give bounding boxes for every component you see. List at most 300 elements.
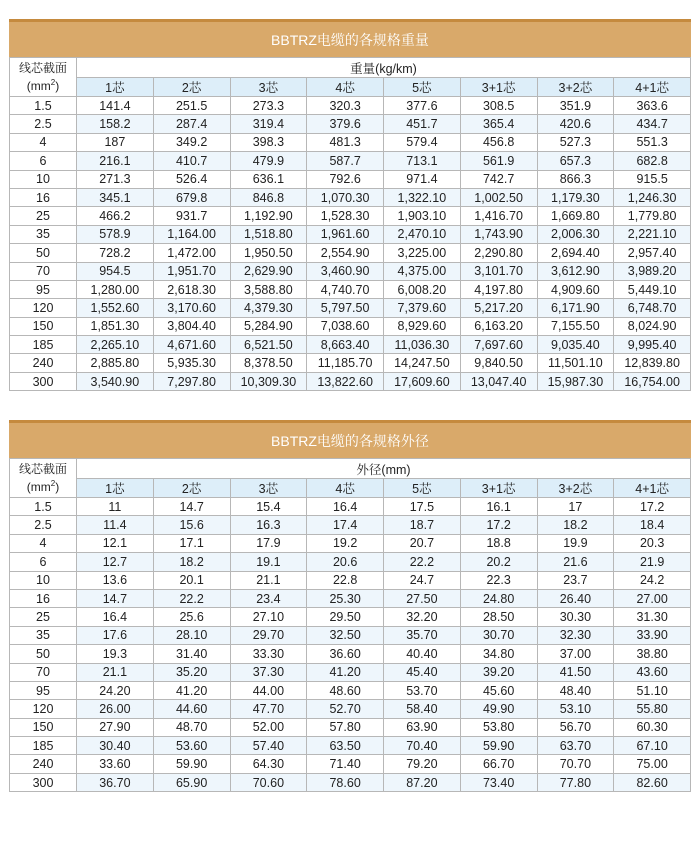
value-cell: 21.6 bbox=[537, 553, 614, 571]
value-cell: 52.00 bbox=[230, 718, 307, 736]
weight-table-body bbox=[10, 97, 691, 391]
value-cell: 14.7 bbox=[77, 589, 154, 607]
value-cell: 20.7 bbox=[384, 534, 461, 552]
value-cell: 19.2 bbox=[307, 534, 384, 552]
column-header: 4+1芯 bbox=[614, 479, 691, 498]
value-cell: 20.6 bbox=[307, 553, 384, 571]
weight-column-headers bbox=[10, 78, 691, 97]
value-cell: 8,663.40 bbox=[307, 336, 384, 354]
table-row bbox=[10, 516, 691, 534]
spec-cell: 2.5 bbox=[10, 115, 77, 133]
value-cell: 21.9 bbox=[614, 553, 691, 571]
value-cell: 5,449.10 bbox=[614, 280, 691, 298]
value-cell: 14,247.50 bbox=[384, 354, 461, 372]
value-cell: 1,472.00 bbox=[153, 244, 230, 262]
value-cell: 6,171.90 bbox=[537, 299, 614, 317]
spec-cell: 185 bbox=[10, 737, 77, 755]
value-cell: 17.1 bbox=[153, 534, 230, 552]
spec-cell: 50 bbox=[10, 645, 77, 663]
value-cell: 31.40 bbox=[153, 645, 230, 663]
value-cell: 13.6 bbox=[77, 571, 154, 589]
value-cell: 32.20 bbox=[384, 608, 461, 626]
value-cell: 40.40 bbox=[384, 645, 461, 663]
value-cell: 71.40 bbox=[307, 755, 384, 773]
value-cell: 52.70 bbox=[307, 700, 384, 718]
value-cell: 22.8 bbox=[307, 571, 384, 589]
value-cell: 58.40 bbox=[384, 700, 461, 718]
spec-cell: 4 bbox=[10, 133, 77, 151]
value-cell: 11,036.30 bbox=[384, 336, 461, 354]
table-row bbox=[10, 372, 691, 390]
spec-cell: 240 bbox=[10, 354, 77, 372]
value-cell: 30.70 bbox=[460, 626, 537, 644]
value-cell: 2,265.10 bbox=[77, 336, 154, 354]
table-row bbox=[10, 626, 691, 644]
table-row bbox=[10, 737, 691, 755]
value-cell: 5,797.50 bbox=[307, 299, 384, 317]
value-cell: 17.2 bbox=[460, 516, 537, 534]
table-row bbox=[10, 571, 691, 589]
value-cell: 4,740.70 bbox=[307, 280, 384, 298]
spec-cell: 1.5 bbox=[10, 498, 77, 516]
value-cell: 11.4 bbox=[77, 516, 154, 534]
value-cell: 2,885.80 bbox=[77, 354, 154, 372]
value-cell: 64.30 bbox=[230, 755, 307, 773]
spec-cell: 95 bbox=[10, 280, 77, 298]
value-cell: 578.9 bbox=[77, 225, 154, 243]
value-cell: 2,957.40 bbox=[614, 244, 691, 262]
value-cell: 59.90 bbox=[460, 737, 537, 755]
value-cell: 15.6 bbox=[153, 516, 230, 534]
spec-cell: 16 bbox=[10, 188, 77, 206]
value-cell: 48.40 bbox=[537, 681, 614, 699]
table-row bbox=[10, 681, 691, 699]
value-cell: 1,851.30 bbox=[77, 317, 154, 335]
value-cell: 466.2 bbox=[77, 207, 154, 225]
value-cell: 33.30 bbox=[230, 645, 307, 663]
value-cell: 216.1 bbox=[77, 152, 154, 170]
value-cell: 551.3 bbox=[614, 133, 691, 151]
diameter-table bbox=[9, 458, 691, 792]
value-cell: 16.4 bbox=[307, 498, 384, 516]
value-cell: 2,290.80 bbox=[460, 244, 537, 262]
value-cell: 73.40 bbox=[460, 773, 537, 791]
value-cell: 187 bbox=[77, 133, 154, 151]
spec-cell: 300 bbox=[10, 372, 77, 390]
value-cell: 1,779.80 bbox=[614, 207, 691, 225]
spec-cell: 10 bbox=[10, 571, 77, 589]
value-cell: 57.40 bbox=[230, 737, 307, 755]
column-header: 4芯 bbox=[307, 78, 384, 97]
weight-group-header: 重量(kg/km) bbox=[77, 58, 691, 78]
value-cell: 18.2 bbox=[153, 553, 230, 571]
spec-cell: 150 bbox=[10, 317, 77, 335]
value-cell: 48.70 bbox=[153, 718, 230, 736]
column-header: 2芯 bbox=[153, 78, 230, 97]
value-cell: 6,521.50 bbox=[230, 336, 307, 354]
diameter-column-headers bbox=[10, 479, 691, 498]
value-cell: 728.2 bbox=[77, 244, 154, 262]
column-header: 1芯 bbox=[77, 78, 154, 97]
value-cell: 1,164.00 bbox=[153, 225, 230, 243]
value-cell: 12,839.80 bbox=[614, 354, 691, 372]
value-cell: 45.40 bbox=[384, 663, 461, 681]
value-cell: 37.00 bbox=[537, 645, 614, 663]
value-cell: 19.3 bbox=[77, 645, 154, 663]
table-row bbox=[10, 97, 691, 115]
table-row bbox=[10, 755, 691, 773]
value-cell: 24.2 bbox=[614, 571, 691, 589]
spec-cell: 25 bbox=[10, 207, 77, 225]
value-cell: 1,192.90 bbox=[230, 207, 307, 225]
value-cell: 19.9 bbox=[537, 534, 614, 552]
value-cell: 18.4 bbox=[614, 516, 691, 534]
value-cell: 6,163.20 bbox=[460, 317, 537, 335]
value-cell: 14.7 bbox=[153, 498, 230, 516]
value-cell: 7,155.50 bbox=[537, 317, 614, 335]
value-cell: 1,416.70 bbox=[460, 207, 537, 225]
value-cell: 8,378.50 bbox=[230, 354, 307, 372]
value-cell: 63.90 bbox=[384, 718, 461, 736]
spec-unit: $(mm^2)$ bbox=[26, 78, 60, 93]
value-cell: 526.4 bbox=[153, 170, 230, 188]
value-cell: 53.80 bbox=[460, 718, 537, 736]
spec-cell: 120 bbox=[10, 700, 77, 718]
value-cell: 35.20 bbox=[153, 663, 230, 681]
value-cell: 9,840.50 bbox=[460, 354, 537, 372]
table-row bbox=[10, 152, 691, 170]
spec-cell: 95 bbox=[10, 681, 77, 699]
value-cell: 8,929.60 bbox=[384, 317, 461, 335]
spec-cell: 4 bbox=[10, 534, 77, 552]
value-cell: 16.1 bbox=[460, 498, 537, 516]
value-cell: 16.4 bbox=[77, 608, 154, 626]
value-cell: 26.00 bbox=[77, 700, 154, 718]
table-row bbox=[10, 207, 691, 225]
value-cell: 4,379.30 bbox=[230, 299, 307, 317]
table-row bbox=[10, 534, 691, 552]
value-cell: 45.60 bbox=[460, 681, 537, 699]
value-cell: 481.3 bbox=[307, 133, 384, 151]
value-cell: 456.8 bbox=[460, 133, 537, 151]
value-cell: 3,540.90 bbox=[77, 372, 154, 390]
value-cell: 39.20 bbox=[460, 663, 537, 681]
value-cell: 56.70 bbox=[537, 718, 614, 736]
value-cell: 846.8 bbox=[230, 188, 307, 206]
value-cell: 70.60 bbox=[230, 773, 307, 791]
value-cell: 5,284.90 bbox=[230, 317, 307, 335]
value-cell: 33.90 bbox=[614, 626, 691, 644]
table-row bbox=[10, 115, 691, 133]
value-cell: 53.60 bbox=[153, 737, 230, 755]
spec-header bbox=[10, 58, 77, 97]
value-cell: 44.60 bbox=[153, 700, 230, 718]
value-cell: 345.1 bbox=[77, 188, 154, 206]
value-cell: 931.7 bbox=[153, 207, 230, 225]
value-cell: 36.70 bbox=[77, 773, 154, 791]
spec-cell: 1.5 bbox=[10, 97, 77, 115]
value-cell: 1,179.30 bbox=[537, 188, 614, 206]
value-cell: 3,460.90 bbox=[307, 262, 384, 280]
value-cell: 27.00 bbox=[614, 589, 691, 607]
spec-cell: 240 bbox=[10, 755, 77, 773]
value-cell: 9,035.40 bbox=[537, 336, 614, 354]
value-cell: 13,047.40 bbox=[460, 372, 537, 390]
table-row bbox=[10, 225, 691, 243]
value-cell: 87.20 bbox=[384, 773, 461, 791]
value-cell: 3,225.00 bbox=[384, 244, 461, 262]
value-cell: 1,743.90 bbox=[460, 225, 537, 243]
value-cell: 308.5 bbox=[460, 97, 537, 115]
table-row bbox=[10, 133, 691, 151]
value-cell: 17.9 bbox=[230, 534, 307, 552]
value-cell: 21.1 bbox=[77, 663, 154, 681]
value-cell: 561.9 bbox=[460, 152, 537, 170]
value-cell: 3,804.40 bbox=[153, 317, 230, 335]
value-cell: 60.30 bbox=[614, 718, 691, 736]
weight-table-block bbox=[9, 19, 691, 391]
table-row bbox=[10, 336, 691, 354]
value-cell: 20.1 bbox=[153, 571, 230, 589]
value-cell: 66.70 bbox=[460, 755, 537, 773]
value-cell: 48.60 bbox=[307, 681, 384, 699]
value-cell: 26.40 bbox=[537, 589, 614, 607]
value-cell: 38.80 bbox=[614, 645, 691, 663]
value-cell: 41.20 bbox=[153, 681, 230, 699]
value-cell: 3,989.20 bbox=[614, 262, 691, 280]
column-header: 5芯 bbox=[384, 78, 461, 97]
table-row bbox=[10, 170, 691, 188]
value-cell: 3,588.80 bbox=[230, 280, 307, 298]
value-cell: 682.8 bbox=[614, 152, 691, 170]
value-cell: 915.5 bbox=[614, 170, 691, 188]
spec-unit: $(mm^2)$ bbox=[26, 479, 60, 494]
value-cell: 41.20 bbox=[307, 663, 384, 681]
value-cell: 1,961.60 bbox=[307, 225, 384, 243]
value-cell: 2,618.30 bbox=[153, 280, 230, 298]
value-cell: 1,002.50 bbox=[460, 188, 537, 206]
value-cell: 679.8 bbox=[153, 188, 230, 206]
value-cell: 23.7 bbox=[537, 571, 614, 589]
spec-cell: 70 bbox=[10, 663, 77, 681]
value-cell: 2,554.90 bbox=[307, 244, 384, 262]
spec-cell: 10 bbox=[10, 170, 77, 188]
column-header: 3+1芯 bbox=[460, 78, 537, 97]
value-cell: 4,909.60 bbox=[537, 280, 614, 298]
column-header: 3+2芯 bbox=[537, 78, 614, 97]
value-cell: 3,170.60 bbox=[153, 299, 230, 317]
value-cell: 34.80 bbox=[460, 645, 537, 663]
value-cell: 24.7 bbox=[384, 571, 461, 589]
value-cell: 23.4 bbox=[230, 589, 307, 607]
table-row bbox=[10, 589, 691, 607]
value-cell: 63.70 bbox=[537, 737, 614, 755]
value-cell: 25.6 bbox=[153, 608, 230, 626]
value-cell: 27.50 bbox=[384, 589, 461, 607]
value-cell: 31.30 bbox=[614, 608, 691, 626]
value-cell: 3,101.70 bbox=[460, 262, 537, 280]
value-cell: 657.3 bbox=[537, 152, 614, 170]
spec-cell: 185 bbox=[10, 336, 77, 354]
spec-cell: 50 bbox=[10, 244, 77, 262]
value-cell: 63.50 bbox=[307, 737, 384, 755]
value-cell: 29.50 bbox=[307, 608, 384, 626]
value-cell: 18.2 bbox=[537, 516, 614, 534]
value-cell: 579.4 bbox=[384, 133, 461, 151]
value-cell: 77.80 bbox=[537, 773, 614, 791]
value-cell: 287.4 bbox=[153, 115, 230, 133]
value-cell: 32.50 bbox=[307, 626, 384, 644]
value-cell: 479.9 bbox=[230, 152, 307, 170]
table-row bbox=[10, 700, 691, 718]
value-cell: 11 bbox=[77, 498, 154, 516]
value-cell: 25.30 bbox=[307, 589, 384, 607]
column-header: 2芯 bbox=[153, 479, 230, 498]
value-cell: 527.3 bbox=[537, 133, 614, 151]
value-cell: 11,501.10 bbox=[537, 354, 614, 372]
value-cell: 158.2 bbox=[77, 115, 154, 133]
value-cell: 27.90 bbox=[77, 718, 154, 736]
table-row bbox=[10, 645, 691, 663]
column-header: 5芯 bbox=[384, 479, 461, 498]
value-cell: 271.3 bbox=[77, 170, 154, 188]
weight-table bbox=[9, 57, 691, 391]
value-cell: 363.6 bbox=[614, 97, 691, 115]
value-cell: 51.10 bbox=[614, 681, 691, 699]
value-cell: 13,822.60 bbox=[307, 372, 384, 390]
value-cell: 5,217.20 bbox=[460, 299, 537, 317]
value-cell: 17.2 bbox=[614, 498, 691, 516]
spec-cell: 300 bbox=[10, 773, 77, 791]
value-cell: 19.1 bbox=[230, 553, 307, 571]
value-cell: 53.10 bbox=[537, 700, 614, 718]
value-cell: 1,322.10 bbox=[384, 188, 461, 206]
value-cell: 2,006.30 bbox=[537, 225, 614, 243]
value-cell: 434.7 bbox=[614, 115, 691, 133]
value-cell: 6,008.20 bbox=[384, 280, 461, 298]
value-cell: 22.2 bbox=[384, 553, 461, 571]
value-cell: 7,297.80 bbox=[153, 372, 230, 390]
value-cell: 365.4 bbox=[460, 115, 537, 133]
value-cell: 954.5 bbox=[77, 262, 154, 280]
value-cell: 37.30 bbox=[230, 663, 307, 681]
value-cell: 451.7 bbox=[384, 115, 461, 133]
value-cell: 12.1 bbox=[77, 534, 154, 552]
value-cell: 1,552.60 bbox=[77, 299, 154, 317]
table-row bbox=[10, 244, 691, 262]
value-cell: 24.80 bbox=[460, 589, 537, 607]
table-row bbox=[10, 553, 691, 571]
diameter-table-block bbox=[9, 420, 691, 792]
value-cell: 379.6 bbox=[307, 115, 384, 133]
spec-cell: 25 bbox=[10, 608, 77, 626]
value-cell: 18.8 bbox=[460, 534, 537, 552]
value-cell: 2,470.10 bbox=[384, 225, 461, 243]
spec-cell: 120 bbox=[10, 299, 77, 317]
value-cell: 4,375.00 bbox=[384, 262, 461, 280]
column-header: 1芯 bbox=[77, 479, 154, 498]
value-cell: 29.70 bbox=[230, 626, 307, 644]
value-cell: 1,280.00 bbox=[77, 280, 154, 298]
spec-cell: 6 bbox=[10, 152, 77, 170]
column-header: 3芯 bbox=[230, 479, 307, 498]
value-cell: 55.80 bbox=[614, 700, 691, 718]
value-cell: 2,629.90 bbox=[230, 262, 307, 280]
value-cell: 67.10 bbox=[614, 737, 691, 755]
value-cell: 377.6 bbox=[384, 97, 461, 115]
value-cell: 8,024.90 bbox=[614, 317, 691, 335]
value-cell: 30.40 bbox=[77, 737, 154, 755]
value-cell: 5,935.30 bbox=[153, 354, 230, 372]
table-row bbox=[10, 317, 691, 335]
value-cell: 349.2 bbox=[153, 133, 230, 151]
value-cell: 75.00 bbox=[614, 755, 691, 773]
value-cell: 65.90 bbox=[153, 773, 230, 791]
value-cell: 742.7 bbox=[460, 170, 537, 188]
value-cell: 1,951.70 bbox=[153, 262, 230, 280]
column-header: 3+2芯 bbox=[537, 479, 614, 498]
table-row bbox=[10, 608, 691, 626]
value-cell: 1,070.30 bbox=[307, 188, 384, 206]
weight-table-title: BBTRZ电缆的各规格重量 bbox=[9, 19, 691, 57]
value-cell: 35.70 bbox=[384, 626, 461, 644]
value-cell: 17 bbox=[537, 498, 614, 516]
column-header: 4+1芯 bbox=[614, 78, 691, 97]
value-cell: 57.80 bbox=[307, 718, 384, 736]
value-cell: 22.2 bbox=[153, 589, 230, 607]
value-cell: 70.40 bbox=[384, 737, 461, 755]
table-row bbox=[10, 773, 691, 791]
value-cell: 49.90 bbox=[460, 700, 537, 718]
value-cell: 320.3 bbox=[307, 97, 384, 115]
value-cell: 4,671.60 bbox=[153, 336, 230, 354]
value-cell: 32.30 bbox=[537, 626, 614, 644]
value-cell: 636.1 bbox=[230, 170, 307, 188]
value-cell: 20.3 bbox=[614, 534, 691, 552]
value-cell: 15,987.30 bbox=[537, 372, 614, 390]
value-cell: 1,903.10 bbox=[384, 207, 461, 225]
value-cell: 7,697.60 bbox=[460, 336, 537, 354]
value-cell: 2,694.40 bbox=[537, 244, 614, 262]
table-row bbox=[10, 354, 691, 372]
value-cell: 251.5 bbox=[153, 97, 230, 115]
table-row bbox=[10, 498, 691, 516]
value-cell: 4,197.80 bbox=[460, 280, 537, 298]
value-cell: 141.4 bbox=[77, 97, 154, 115]
value-cell: 11,185.70 bbox=[307, 354, 384, 372]
value-cell: 7,379.60 bbox=[384, 299, 461, 317]
value-cell: 22.3 bbox=[460, 571, 537, 589]
value-cell: 866.3 bbox=[537, 170, 614, 188]
value-cell: 18.7 bbox=[384, 516, 461, 534]
value-cell: 70.70 bbox=[537, 755, 614, 773]
value-cell: 351.9 bbox=[537, 97, 614, 115]
value-cell: 1,246.30 bbox=[614, 188, 691, 206]
value-cell: 273.3 bbox=[230, 97, 307, 115]
spec-label: 线芯截面 bbox=[18, 61, 67, 75]
value-cell: 6,748.70 bbox=[614, 299, 691, 317]
value-cell: 1,669.80 bbox=[537, 207, 614, 225]
value-cell: 47.70 bbox=[230, 700, 307, 718]
value-cell: 1,528.30 bbox=[307, 207, 384, 225]
value-cell: 30.30 bbox=[537, 608, 614, 626]
value-cell: 43.60 bbox=[614, 663, 691, 681]
value-cell: 1,518.80 bbox=[230, 225, 307, 243]
value-cell: 9,995.40 bbox=[614, 336, 691, 354]
table-row bbox=[10, 188, 691, 206]
value-cell: 78.60 bbox=[307, 773, 384, 791]
value-cell: 410.7 bbox=[153, 152, 230, 170]
